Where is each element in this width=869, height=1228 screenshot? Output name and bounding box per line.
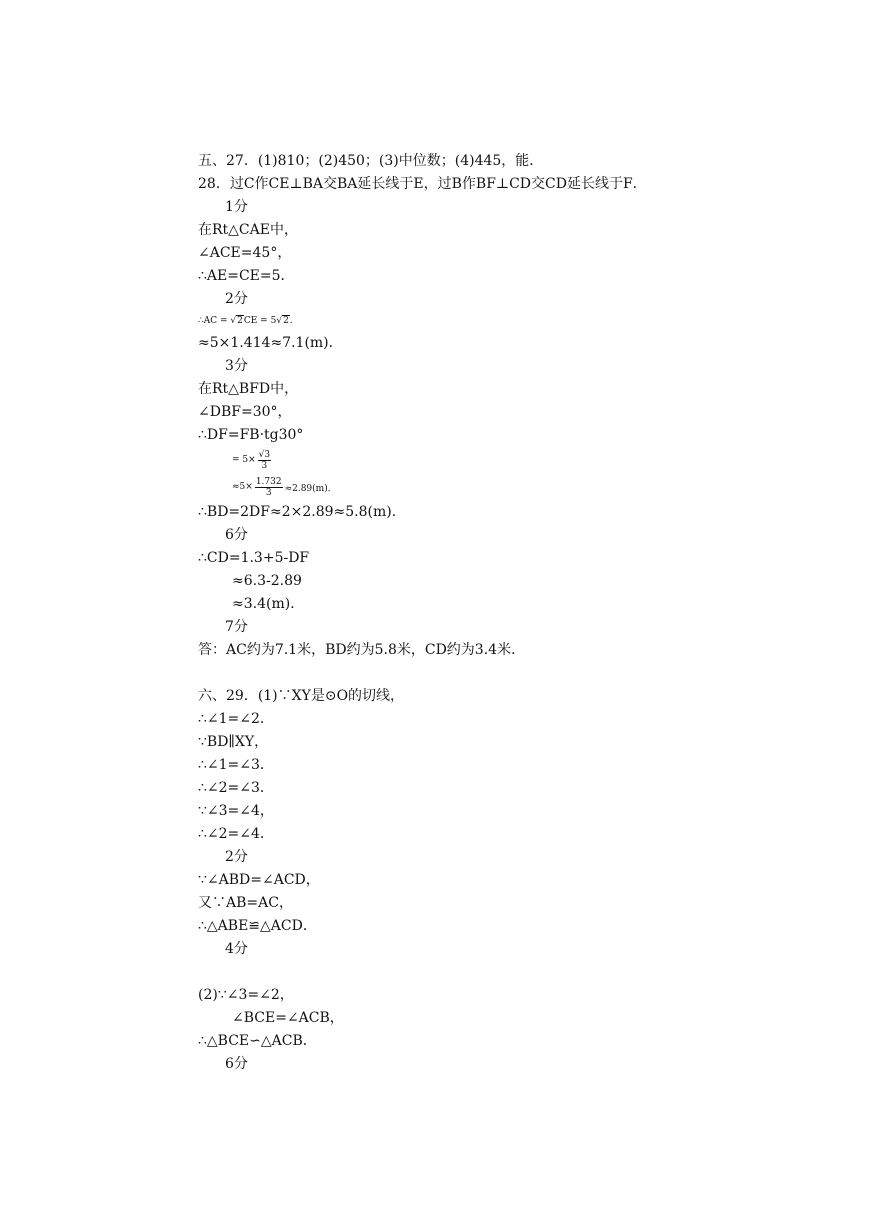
proof-line: ∴∠1=∠2． [198, 711, 274, 727]
q27-answer: 五、27．(1)810；(2)450；(3)中位数；(4)445，能． [198, 153, 544, 169]
rt-triangle-bfd: 在Rt△BFD中， [198, 381, 299, 397]
ae-equals-ce: ∴AE=CE=5． [198, 268, 295, 284]
sqrt-sign: √ [276, 316, 283, 326]
score-mark: 1分 [225, 199, 248, 215]
answer-document [198, 150, 838, 1076]
score-mark: 3分 [225, 358, 248, 374]
score-mark: 6分 [225, 1056, 248, 1072]
proof-line: ∠BCE=∠ACB， [232, 1010, 344, 1026]
proof-line: ∴△ABE≌△ACD． [198, 918, 317, 934]
proof-line: ∴∠2=∠4． [198, 826, 274, 842]
proof-line: ∴∠1=∠3． [198, 757, 274, 773]
df-step-1: = 5× $\frac{√3}{3}$ [232, 449, 271, 471]
cd-step-2: ≈6.3-2.89 [232, 573, 302, 589]
rt-triangle-cae: 在Rt△CAE中， [198, 222, 298, 238]
proof-line: ∵BD∥XY， [198, 734, 269, 750]
angle-dbf: ∠DBF=30°， [198, 404, 292, 420]
bd-result: ∴BD=2DF≈2×2.89≈5.8(m)． [198, 504, 406, 520]
q28-construction: 28．过C作CE⊥BA交BA延长线于E，过B作BF⊥CD交CD延长线于F． [198, 176, 647, 192]
proof-line: ∴△BCE∽△ACB． [198, 1033, 317, 1049]
q28-final-answer: 答：AC约为7.1米，BD约为5.8米，CD约为3.4米． [198, 642, 526, 658]
cd-step-1: ∴CD=1.3+5-DF [198, 550, 310, 566]
score-mark: 4分 [225, 941, 248, 957]
q29-part1-header: 六、29．(1)∵XY是⊙O的切线， [198, 688, 405, 704]
df-step-2: ≈5× $\frac{1.732}{3}$ ≈2.89(m)． [232, 476, 337, 498]
fraction: $\frac{√3}{3}$ [258, 449, 271, 471]
fraction: $\frac{1.732}{3}$ [255, 476, 282, 498]
score-mark: 7分 [225, 619, 248, 635]
ac-formula: ∴AC = √2CE = 5√2. [198, 316, 293, 326]
score-mark: 2分 [225, 291, 248, 307]
cd-step-3: ≈3.4(m)． [232, 596, 305, 612]
proof-line: 又∵AB=AC， [198, 895, 293, 911]
ac-approximation: ≈5×1.414≈7.1(m)． [198, 335, 343, 351]
proof-line: ∵∠3=∠4， [198, 803, 274, 819]
df-equation: ∴DF=FB·tg30° [198, 427, 304, 443]
proof-line: ∵∠ABD=∠ACD， [198, 872, 320, 888]
score-mark: 2分 [225, 849, 248, 865]
proof-line: ∴∠2=∠3． [198, 780, 274, 796]
score-mark: 6分 [225, 527, 248, 543]
angle-ace: ∠ACE=45°， [198, 245, 292, 261]
sqrt-sign: √ [230, 316, 237, 326]
q29-part2-header: (2)∵∠3=∠2， [198, 987, 294, 1003]
